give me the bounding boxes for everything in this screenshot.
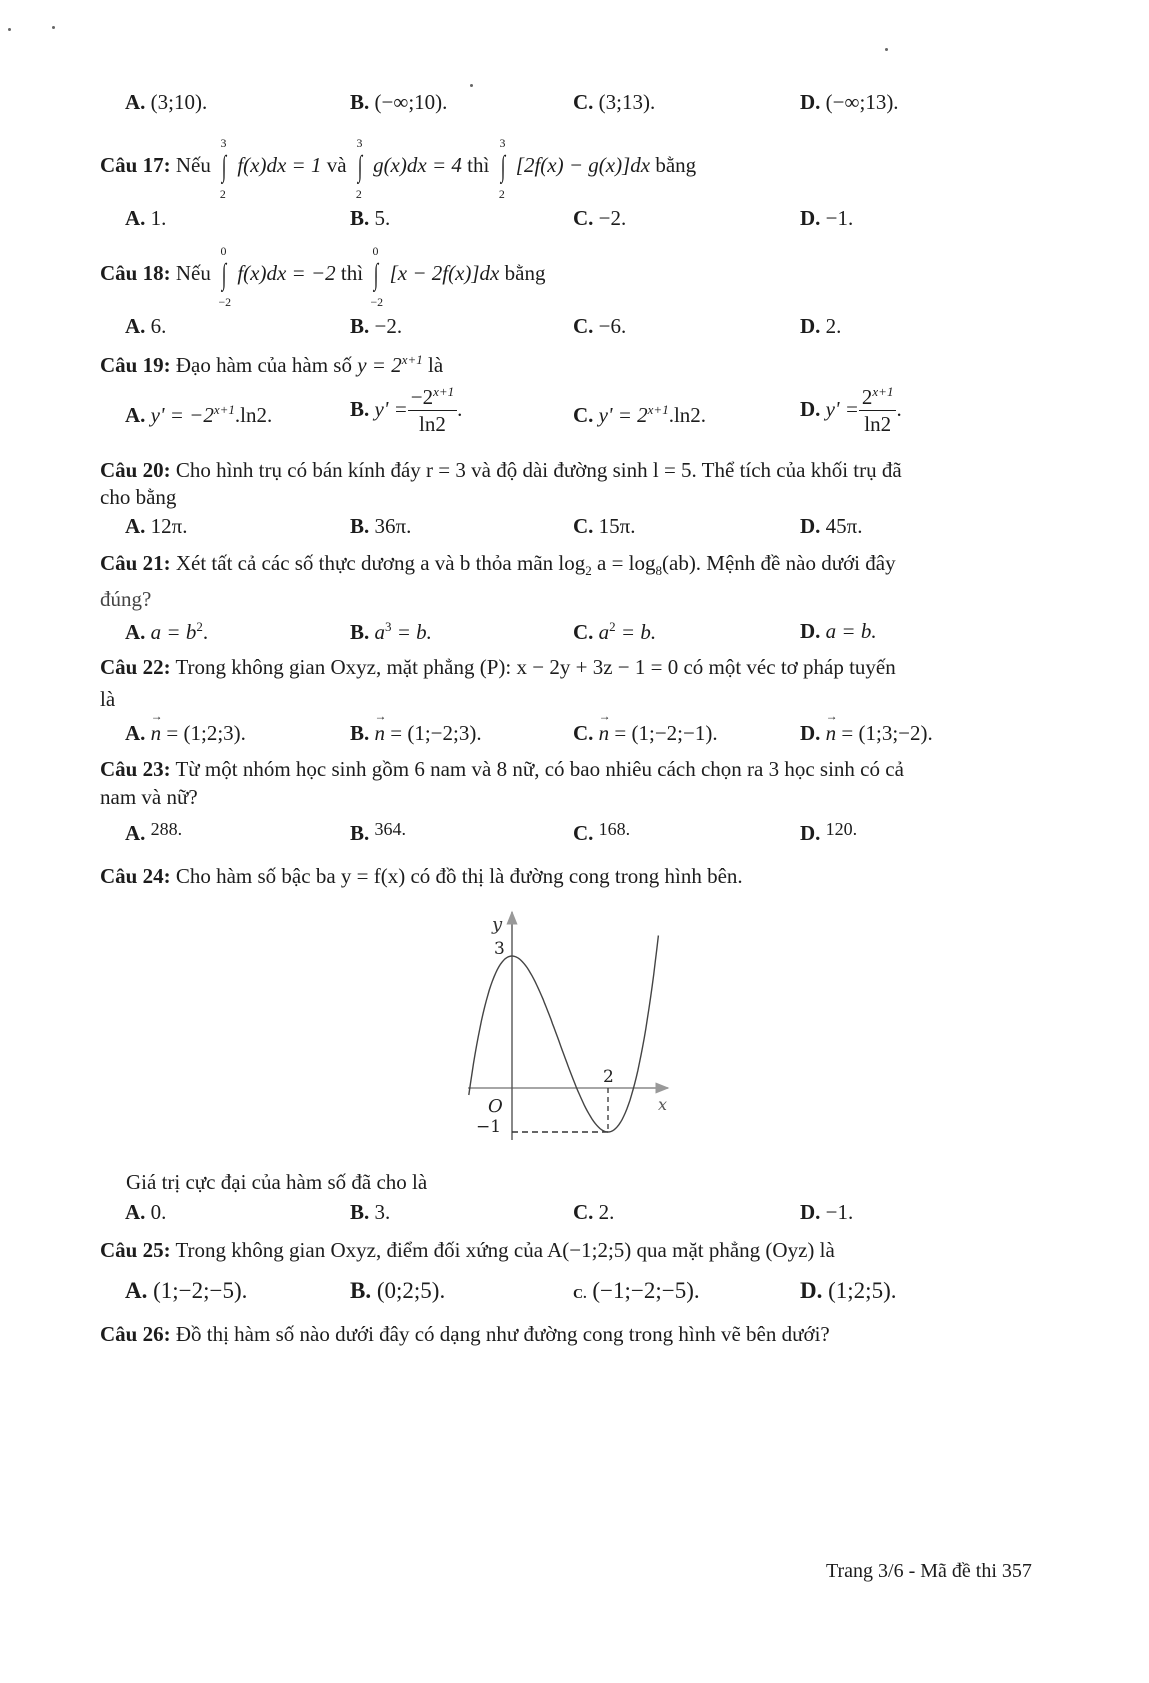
q16-option-b: B. (−∞;10). <box>350 90 448 114</box>
q20-option-c: C. 15π. <box>573 514 636 538</box>
q23-option-c: C. 168. <box>573 819 631 845</box>
q17-option-d: D. −1. <box>800 206 854 230</box>
fraction: $\frac{-2^{x+1}}{\ln 2}$ <box>408 384 457 438</box>
origin-label: O <box>488 1096 503 1117</box>
fraction: $\frac{2^{x+1}}{\ln 2}$ <box>859 384 897 438</box>
q23-option-b: B. 364. <box>350 819 407 845</box>
q19-option-c: C. $y' = 2^{x+1}.\ln 2$. <box>573 402 707 427</box>
q16-option-d: D. (−∞;13). <box>800 90 899 114</box>
q25-option-c: C. (−1;−2;−5). <box>573 1278 700 1303</box>
integral-sign: ∫ 3 2 <box>220 136 227 201</box>
q17-stem: Câu 17: Nếu ∫ 3 2 f(x)dx = 1 và ∫ 3 2 g(x)dx = 4 thì ∫ 3 2 [2f(x) − g(x)]dx bằng <box>100 136 697 201</box>
q24-option-b: B. 3. <box>350 1200 391 1224</box>
y-axis-label: y <box>492 914 503 935</box>
q26-stem: Câu 26: Đồ thị hàm số nào dưới đây có dạng như đường cong trong hình vẽ bên dưới? <box>100 1322 830 1346</box>
integral-sign: ∫ 3 2 <box>355 136 363 201</box>
q22-option-b: B. → n = (1;−2;3). <box>350 721 482 746</box>
q25-option-d: D. (1;2;5). <box>800 1278 897 1303</box>
q21-option-d: D. a = b. <box>800 619 877 643</box>
q23-option-a: A. 288. <box>125 819 183 845</box>
q18-option-d: D. 2. <box>800 314 842 338</box>
q25-option-b: B. (0;2;5). <box>350 1278 446 1303</box>
q21-option-a: A. $a = b^2$. <box>125 619 209 644</box>
q19-stem: Câu 19: Đạo hàm của hàm số $y = 2^{x+1}$ là <box>100 352 444 377</box>
x-tick-2-label: 2 <box>603 1067 614 1087</box>
q20-option-d: D. 45π. <box>800 514 863 538</box>
q22-stem-line2: là <box>100 687 116 711</box>
scan-speck <box>8 28 11 31</box>
q22-stem-line1: Câu 22: Trong không gian Oxyz, mặt phẳng (P): x − 2y + 3z − 1 = 0 có một véc tơ pháp tuyến <box>100 655 896 679</box>
q24-option-d: D. −1. <box>800 1200 854 1224</box>
x-axis-label: x <box>658 1095 668 1114</box>
q21-stem-line2: đúng? <box>100 587 152 611</box>
q20-option-b: B. 36π. <box>350 514 412 538</box>
q19-option-a: A. $y' = -2^{x+1}.\ln 2$. <box>125 402 273 427</box>
page-footer: Trang 3/6 - Mã đề thi 357 <box>826 1560 1032 1582</box>
max-value-label: 3 <box>494 939 505 959</box>
q17-option-b: B. 5. <box>350 206 391 230</box>
q24-option-c: C. 2. <box>573 1200 615 1224</box>
q24-option-a: A. 0. <box>125 1200 167 1224</box>
q18-option-b: B. −2. <box>350 314 403 338</box>
scan-speck <box>470 84 473 87</box>
q17-option-a: A. 1. <box>125 206 167 230</box>
cubic-function-graph <box>468 908 688 1148</box>
q25-option-a: A. (1;−2;−5). <box>125 1278 248 1303</box>
q23-stem-line2: nam và nữ? <box>100 785 198 809</box>
q24-question: Giá trị cực đại của hàm số đã cho là <box>126 1170 428 1194</box>
integral-sign: ∫ 3 2 <box>498 136 505 201</box>
q25-stem: Câu 25: Trong không gian Oxyz, điểm đối xứng của A(−1;2;5) qua mặt phẳng (Oyz) là <box>100 1238 835 1262</box>
q22-option-a: A. → n = (1;2;3). <box>125 721 246 746</box>
q18-stem: Câu 18: Nếu ∫ 0 −2 f(x)dx = −2 thì ∫ 0 −2 [x − 2f(x)]dx bằng <box>100 244 546 309</box>
q18-option-a: A. 6. <box>125 314 167 338</box>
q18-option-c: C. −6. <box>573 314 627 338</box>
integral-sign: ∫ 0 −2 <box>218 244 232 309</box>
q19-option-b: B. y' = $\frac{-2^{x+1}}{\ln 2}$ . <box>350 384 462 438</box>
q20-option-a: A. 12π. <box>125 514 188 538</box>
q20-stem-line1: Câu 20: Cho hình trụ có bán kính đáy r = 3 và độ dài đường sinh l = 5. Thể tích của khối trụ đã <box>100 458 902 482</box>
q16-option-c: C. (3;13). <box>573 90 656 114</box>
q21-option-c: C. $a^2 = b$. <box>573 619 657 644</box>
min-value-label: −1 <box>476 1117 502 1137</box>
q23-stem-line1: Câu 23: Từ một nhóm học sinh gồm 6 nam và 8 nữ, có bao nhiêu cách chọn ra 3 học sinh có cả <box>100 757 904 781</box>
q19-option-d: D. y' = $\frac{2^{x+1}}{\ln 2}$ . <box>800 384 902 438</box>
q20-stem-line2: cho bằng <box>100 485 177 509</box>
q16-option-a: A. (3;10). <box>125 90 208 114</box>
q24-stem: Câu 24: Cho hàm số bậc ba y = f(x) có đồ thị là đường cong trong hình bên. <box>100 864 743 888</box>
q22-option-d: D. → n = (1;3;−2). <box>800 721 933 746</box>
q23-option-d: D. 120. <box>800 819 858 845</box>
scan-speck <box>52 26 55 29</box>
q17-option-c: C. −2. <box>573 206 627 230</box>
q21-stem-line1: Câu 21: Xét tất cả các số thực dương a và b thỏa mãn $\log_2 a = \log_8(ab)$. Mệnh đề nào dưới đây <box>100 551 896 579</box>
q22-option-c: C. → n = (1;−2;−1). <box>573 721 718 746</box>
scan-speck <box>885 48 888 51</box>
q21-option-b: B. $a^3 = b$. <box>350 619 432 644</box>
integral-sign: ∫ 0 −2 <box>370 244 384 309</box>
